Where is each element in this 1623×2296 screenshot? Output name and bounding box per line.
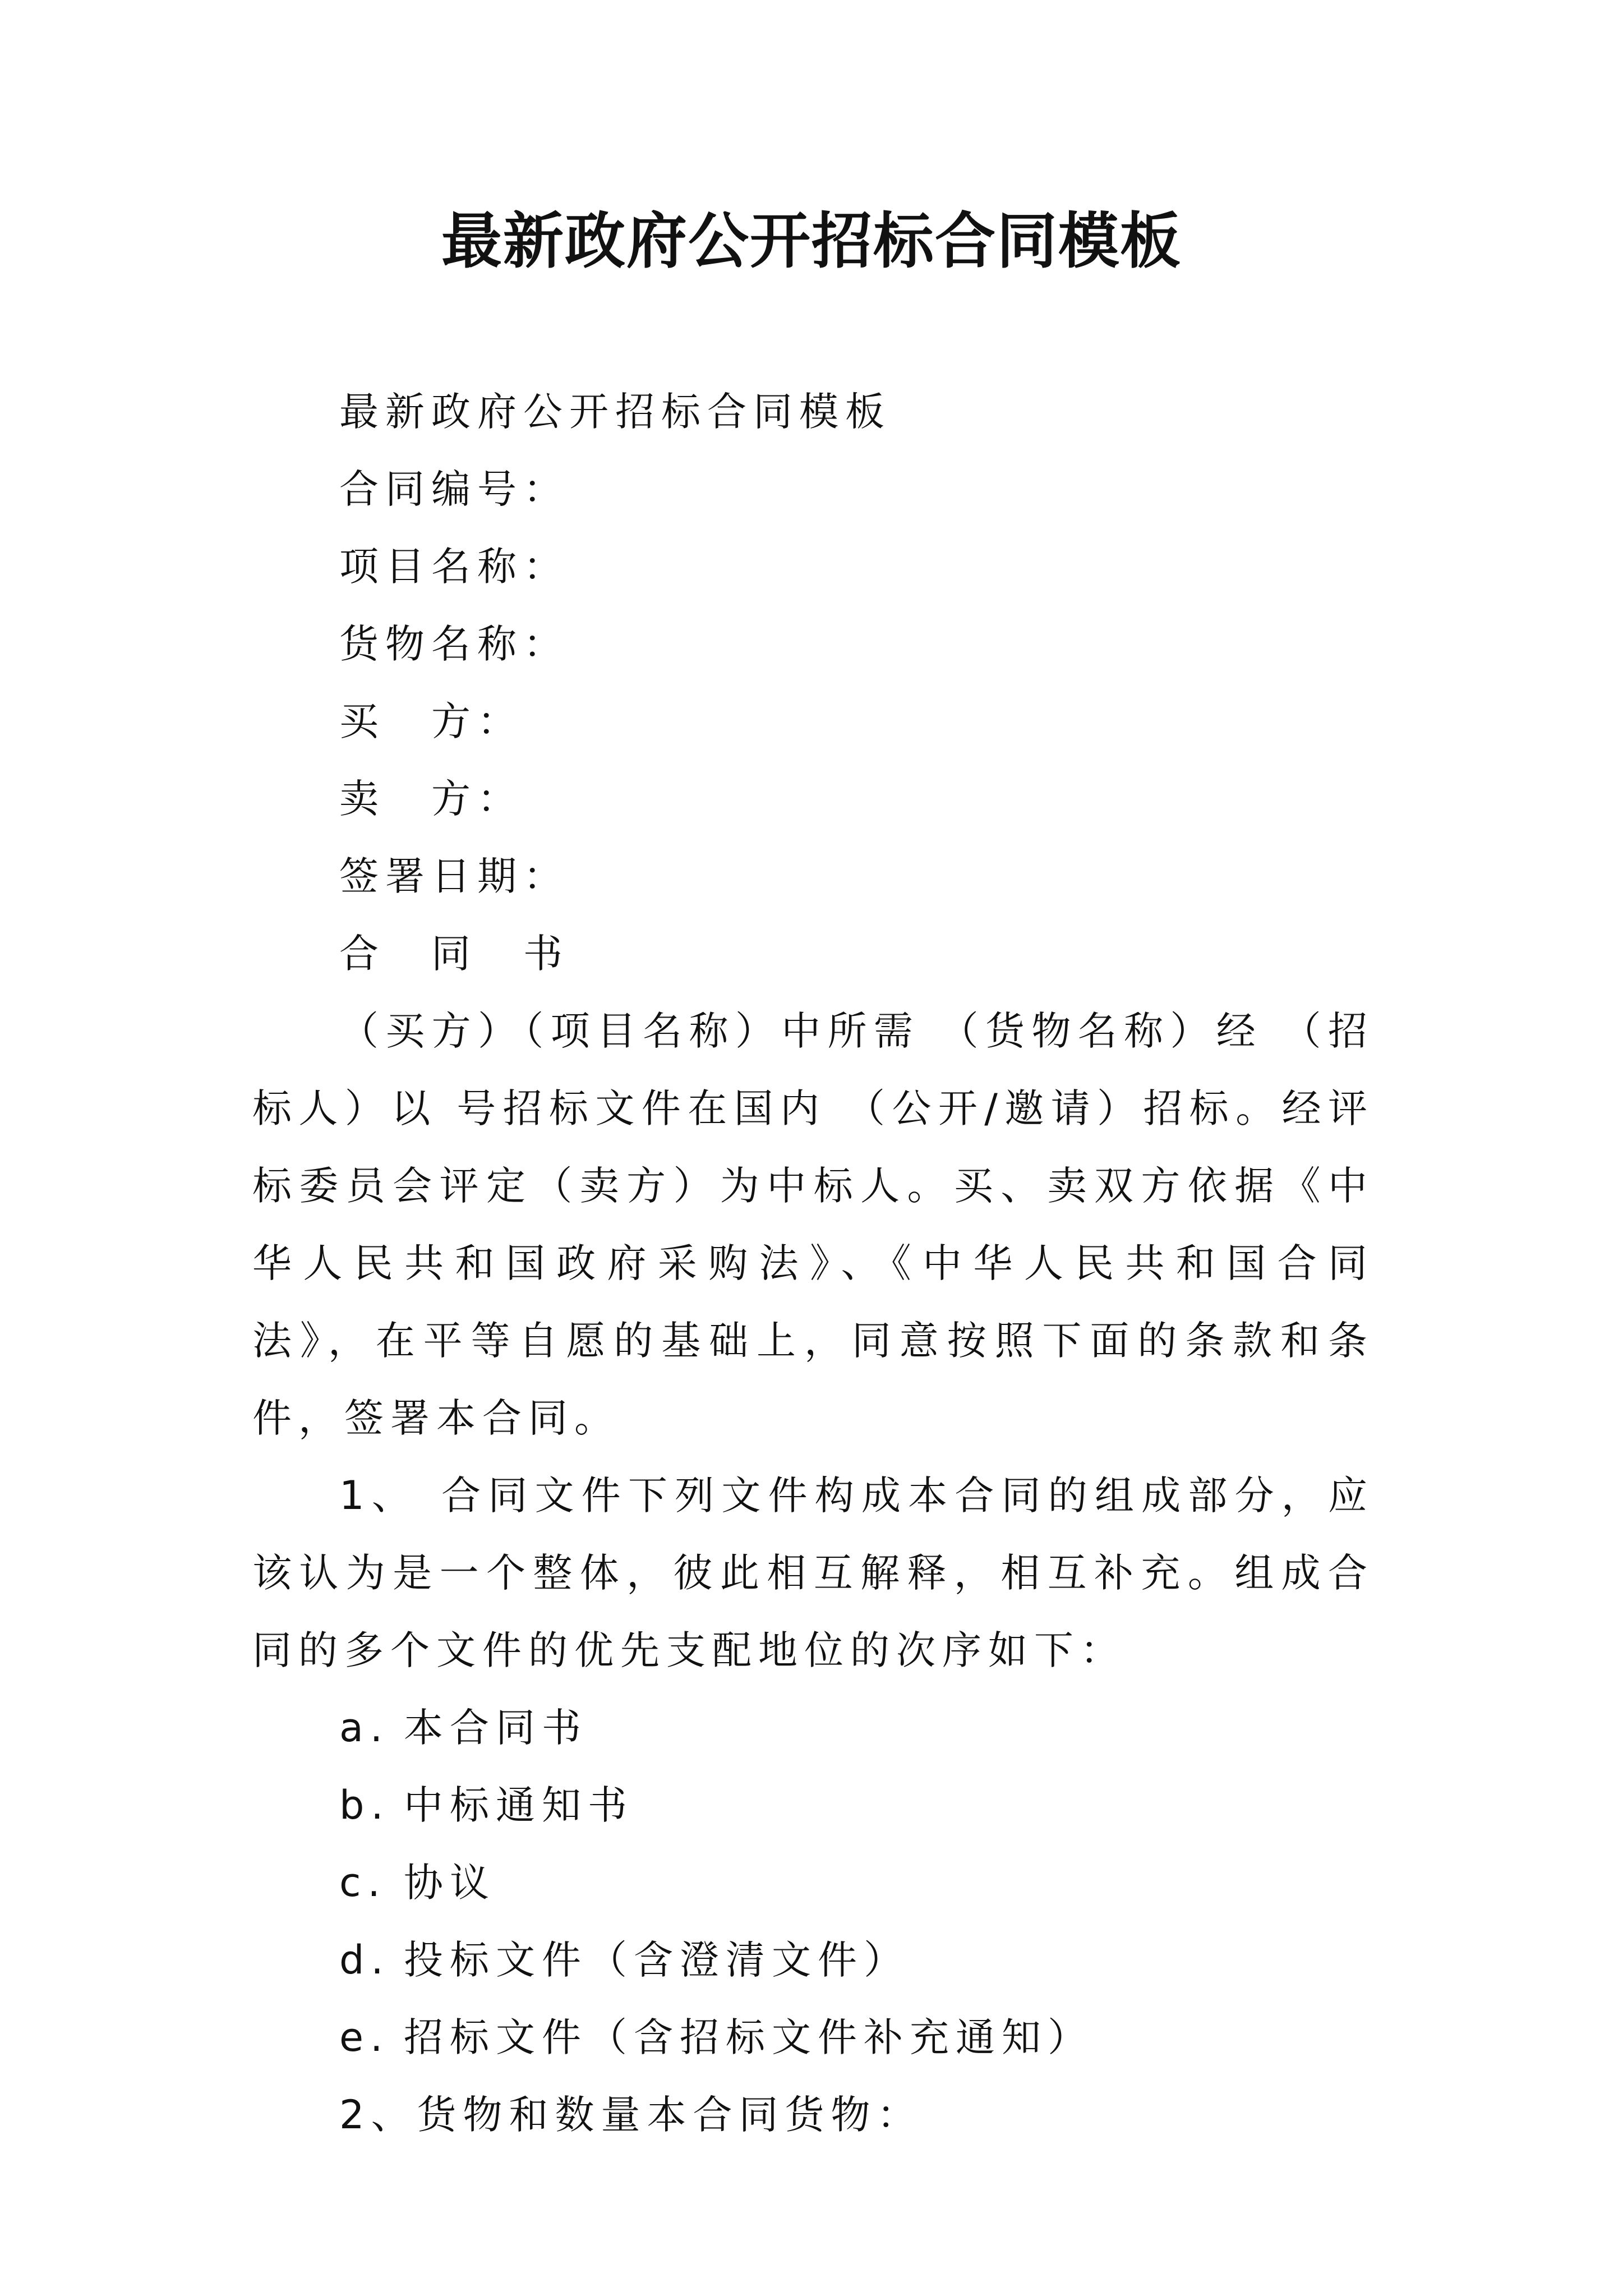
list-item-text: 招标文件（含招标文件补充通知） [404, 2014, 1094, 2060]
clause-1-text: 合同文件下列文件构成本合同的组成部分，应该认为是一个整体，彼此相互解释，相互补充。组成合同的多个文件的优先支配地位的次序如下： [252, 1473, 1375, 1673]
subtitle-line: 最新政府公开招标合同模板 [339, 389, 891, 435]
contract-number-field: 合同编号： [339, 466, 569, 512]
list-item-text: 本合同书 [404, 1705, 588, 1751]
list-item-marker: d. [339, 1937, 390, 1983]
buyer-field: 买 方： [339, 698, 523, 744]
list-item [252, 1766, 1374, 1844]
document-title: 最新政府公开招标合同模板 [441, 206, 1182, 277]
list-item [252, 1999, 1374, 2076]
list-item-text: 协议 [404, 1860, 496, 1906]
clause-1 [252, 1457, 1374, 1689]
contract-book-heading: 合 同 书 [339, 931, 569, 977]
project-name-field: 项目名称： [339, 544, 569, 590]
list-item-text: 中标通知书 [404, 1782, 634, 1828]
clause-2: 2、货物和数量本合同货物： [339, 2092, 923, 2138]
list-item-marker: c. [339, 1860, 387, 1906]
list-item-marker: a. [339, 1705, 390, 1751]
list-item [252, 1921, 1374, 1999]
list-item [252, 1689, 1374, 1766]
intro-paragraph: （买方）（项目名称）中所需 （货物名称）经 （招标人）以 号招标文件在国内 （公开/邀请）招标。经评标委员会评定（卖方）为中标人。买、卖双方依据《中华人民共和国政府采购法》、《中华人民共和国合同法》，在平等自愿的基础上，同意按照下面的条款和条件，签署本合同。 [252, 1008, 1374, 1441]
signing-date-field: 签署日期： [339, 853, 569, 899]
list-item-text: 投标文件（含澄清文件） [404, 1937, 910, 1983]
goods-name-field: 货物名称： [339, 621, 569, 667]
clause-1-number: 1、 [339, 1473, 418, 1519]
list-item [252, 1844, 1374, 1921]
seller-field: 卖 方： [339, 776, 523, 822]
document-body [252, 373, 1374, 2154]
list-item-marker: e. [339, 2014, 390, 2060]
list-item-marker: b. [339, 1782, 390, 1828]
